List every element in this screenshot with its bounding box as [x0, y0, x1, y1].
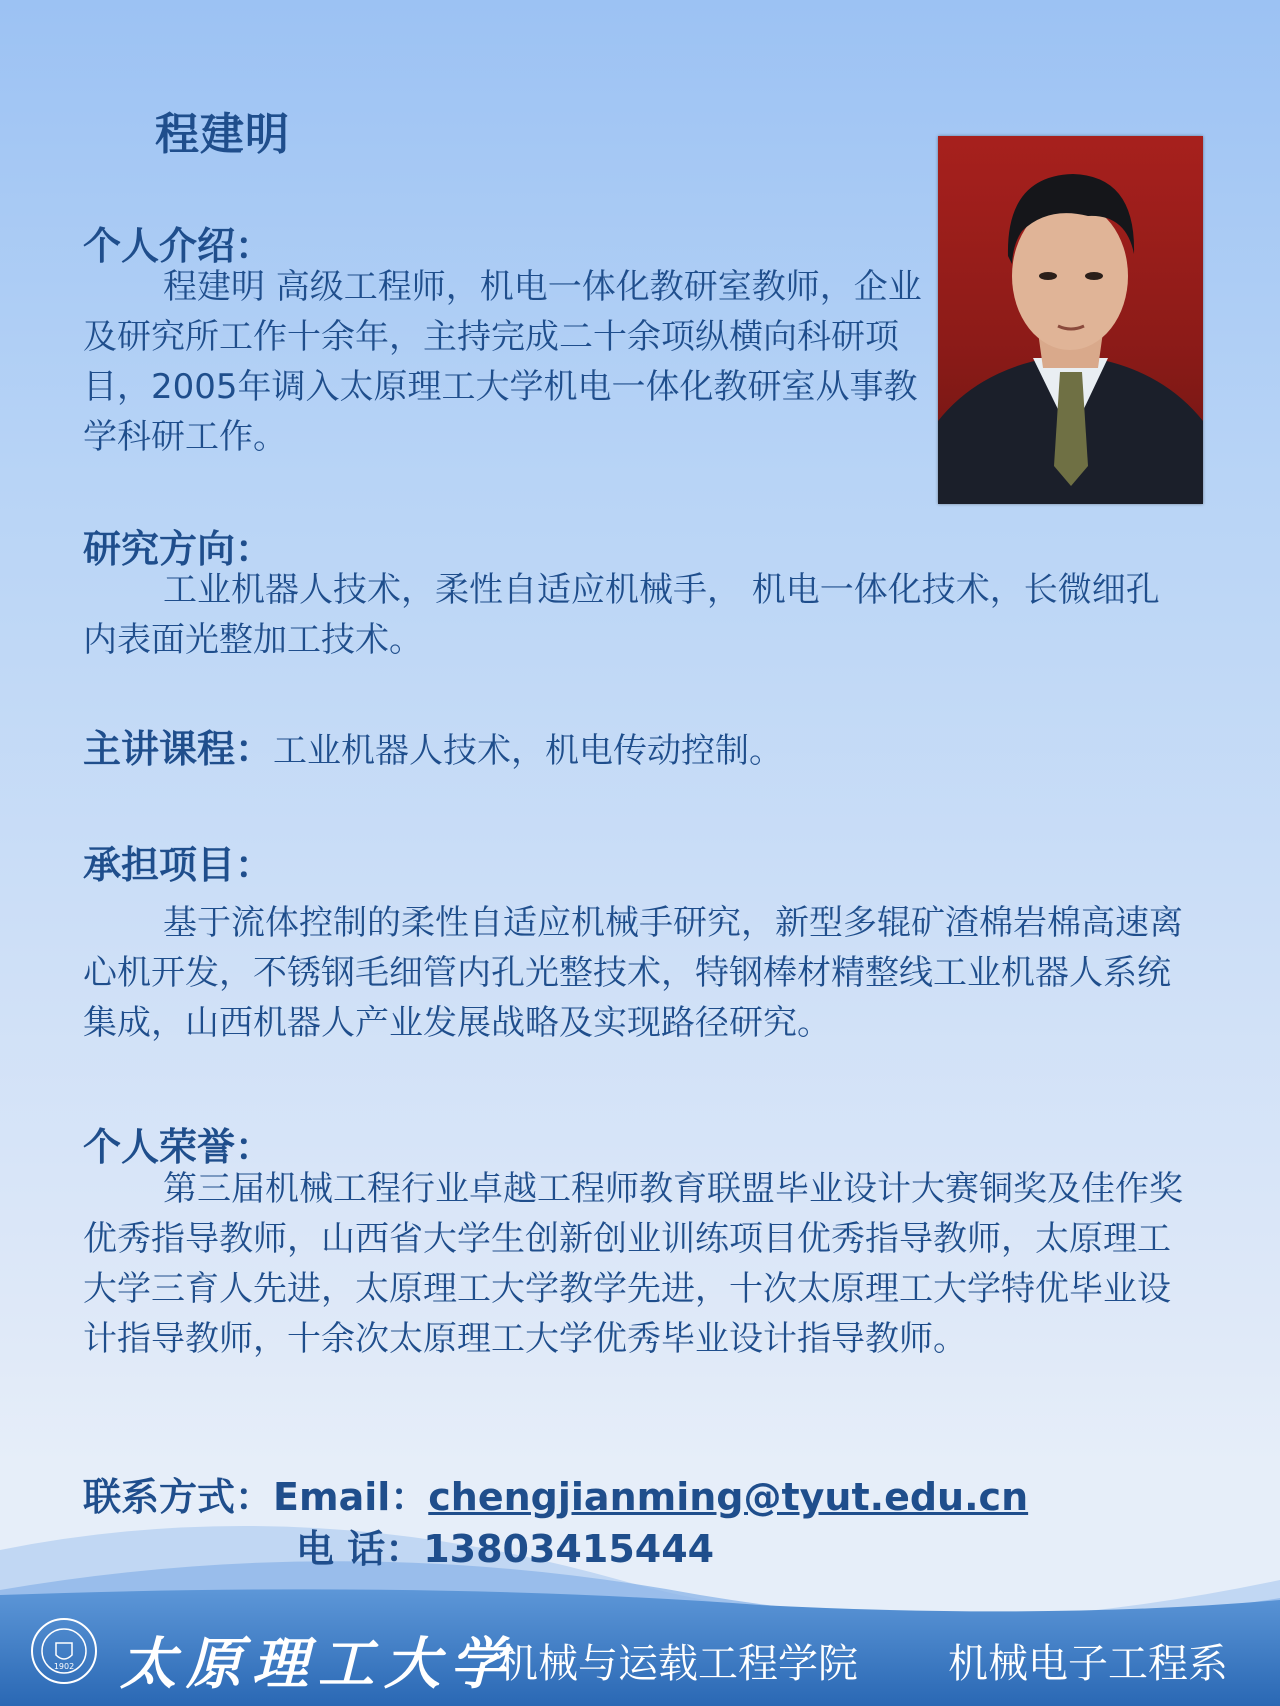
college-name: 机械与运载工程学院 [498, 1641, 858, 1687]
email-link[interactable]: chengjianming@tyut.edu.cn [428, 1475, 1029, 1519]
projects-heading: 承担项目： [83, 843, 274, 887]
courses-text: 工业机器人技术，机电传动控制。 [273, 731, 784, 771]
portrait-photo [938, 136, 1203, 504]
honors-text: 第三届机械工程行业卓越工程师教育联盟毕业设计大赛铜奖及佳作奖优秀指导教师，山西省大学生创新创业训练项目优秀指导教师，太原理工大学三育人先进，太原理工大学教学先进，十次太原理工大学特优毕业设计指导教师，十余次太原理工大学优秀毕业设计指导教师。 [83, 1169, 1183, 1359]
intro-heading: 个人介绍： [83, 224, 274, 268]
phone-label: 电 话： [296, 1527, 424, 1571]
honors-heading: 个人荣誉： [83, 1125, 274, 1169]
university-seal-icon [30, 1617, 98, 1685]
page-title: 程建明 [155, 109, 290, 160]
phone-row [296, 1518, 714, 1573]
contact-heading: 联系方式： [83, 1475, 274, 1519]
contact-row [83, 1466, 1028, 1521]
research-text: 工业机器人技术，柔性自适应机械手， 机电一体化技术，长微细孔内表面光整加工技术。 [83, 570, 1160, 660]
phone-number: 13803415444 [423, 1527, 715, 1571]
portrait-illustration [938, 136, 1203, 504]
email-label: Email： [273, 1475, 429, 1519]
courses-row [83, 718, 783, 773]
seal-year: 1902 [53, 1662, 75, 1671]
university-name: 太原理工大学 [120, 1631, 516, 1697]
department-name: 机械电子工程系 [948, 1641, 1228, 1687]
projects-text: 基于流体控制的柔性自适应机械手研究，新型多辊矿渣棉岩棉高速离心机开发，不锈钢毛细管内孔光整技术，特钢棒材精整线工业机器人系统集成，山西机器人产业发展战略及实现路径研究。 [83, 903, 1183, 1043]
intro-text: 程建明 高级工程师，机电一体化教研室教师，企业及研究所工作十余年，主持完成二十余项纵横向科研项目，2005年调入太原理工大学机电一体化教研室从事教学科研工作。 [83, 267, 922, 457]
research-heading: 研究方向： [83, 527, 274, 571]
courses-heading: 主讲课程： [83, 727, 274, 771]
